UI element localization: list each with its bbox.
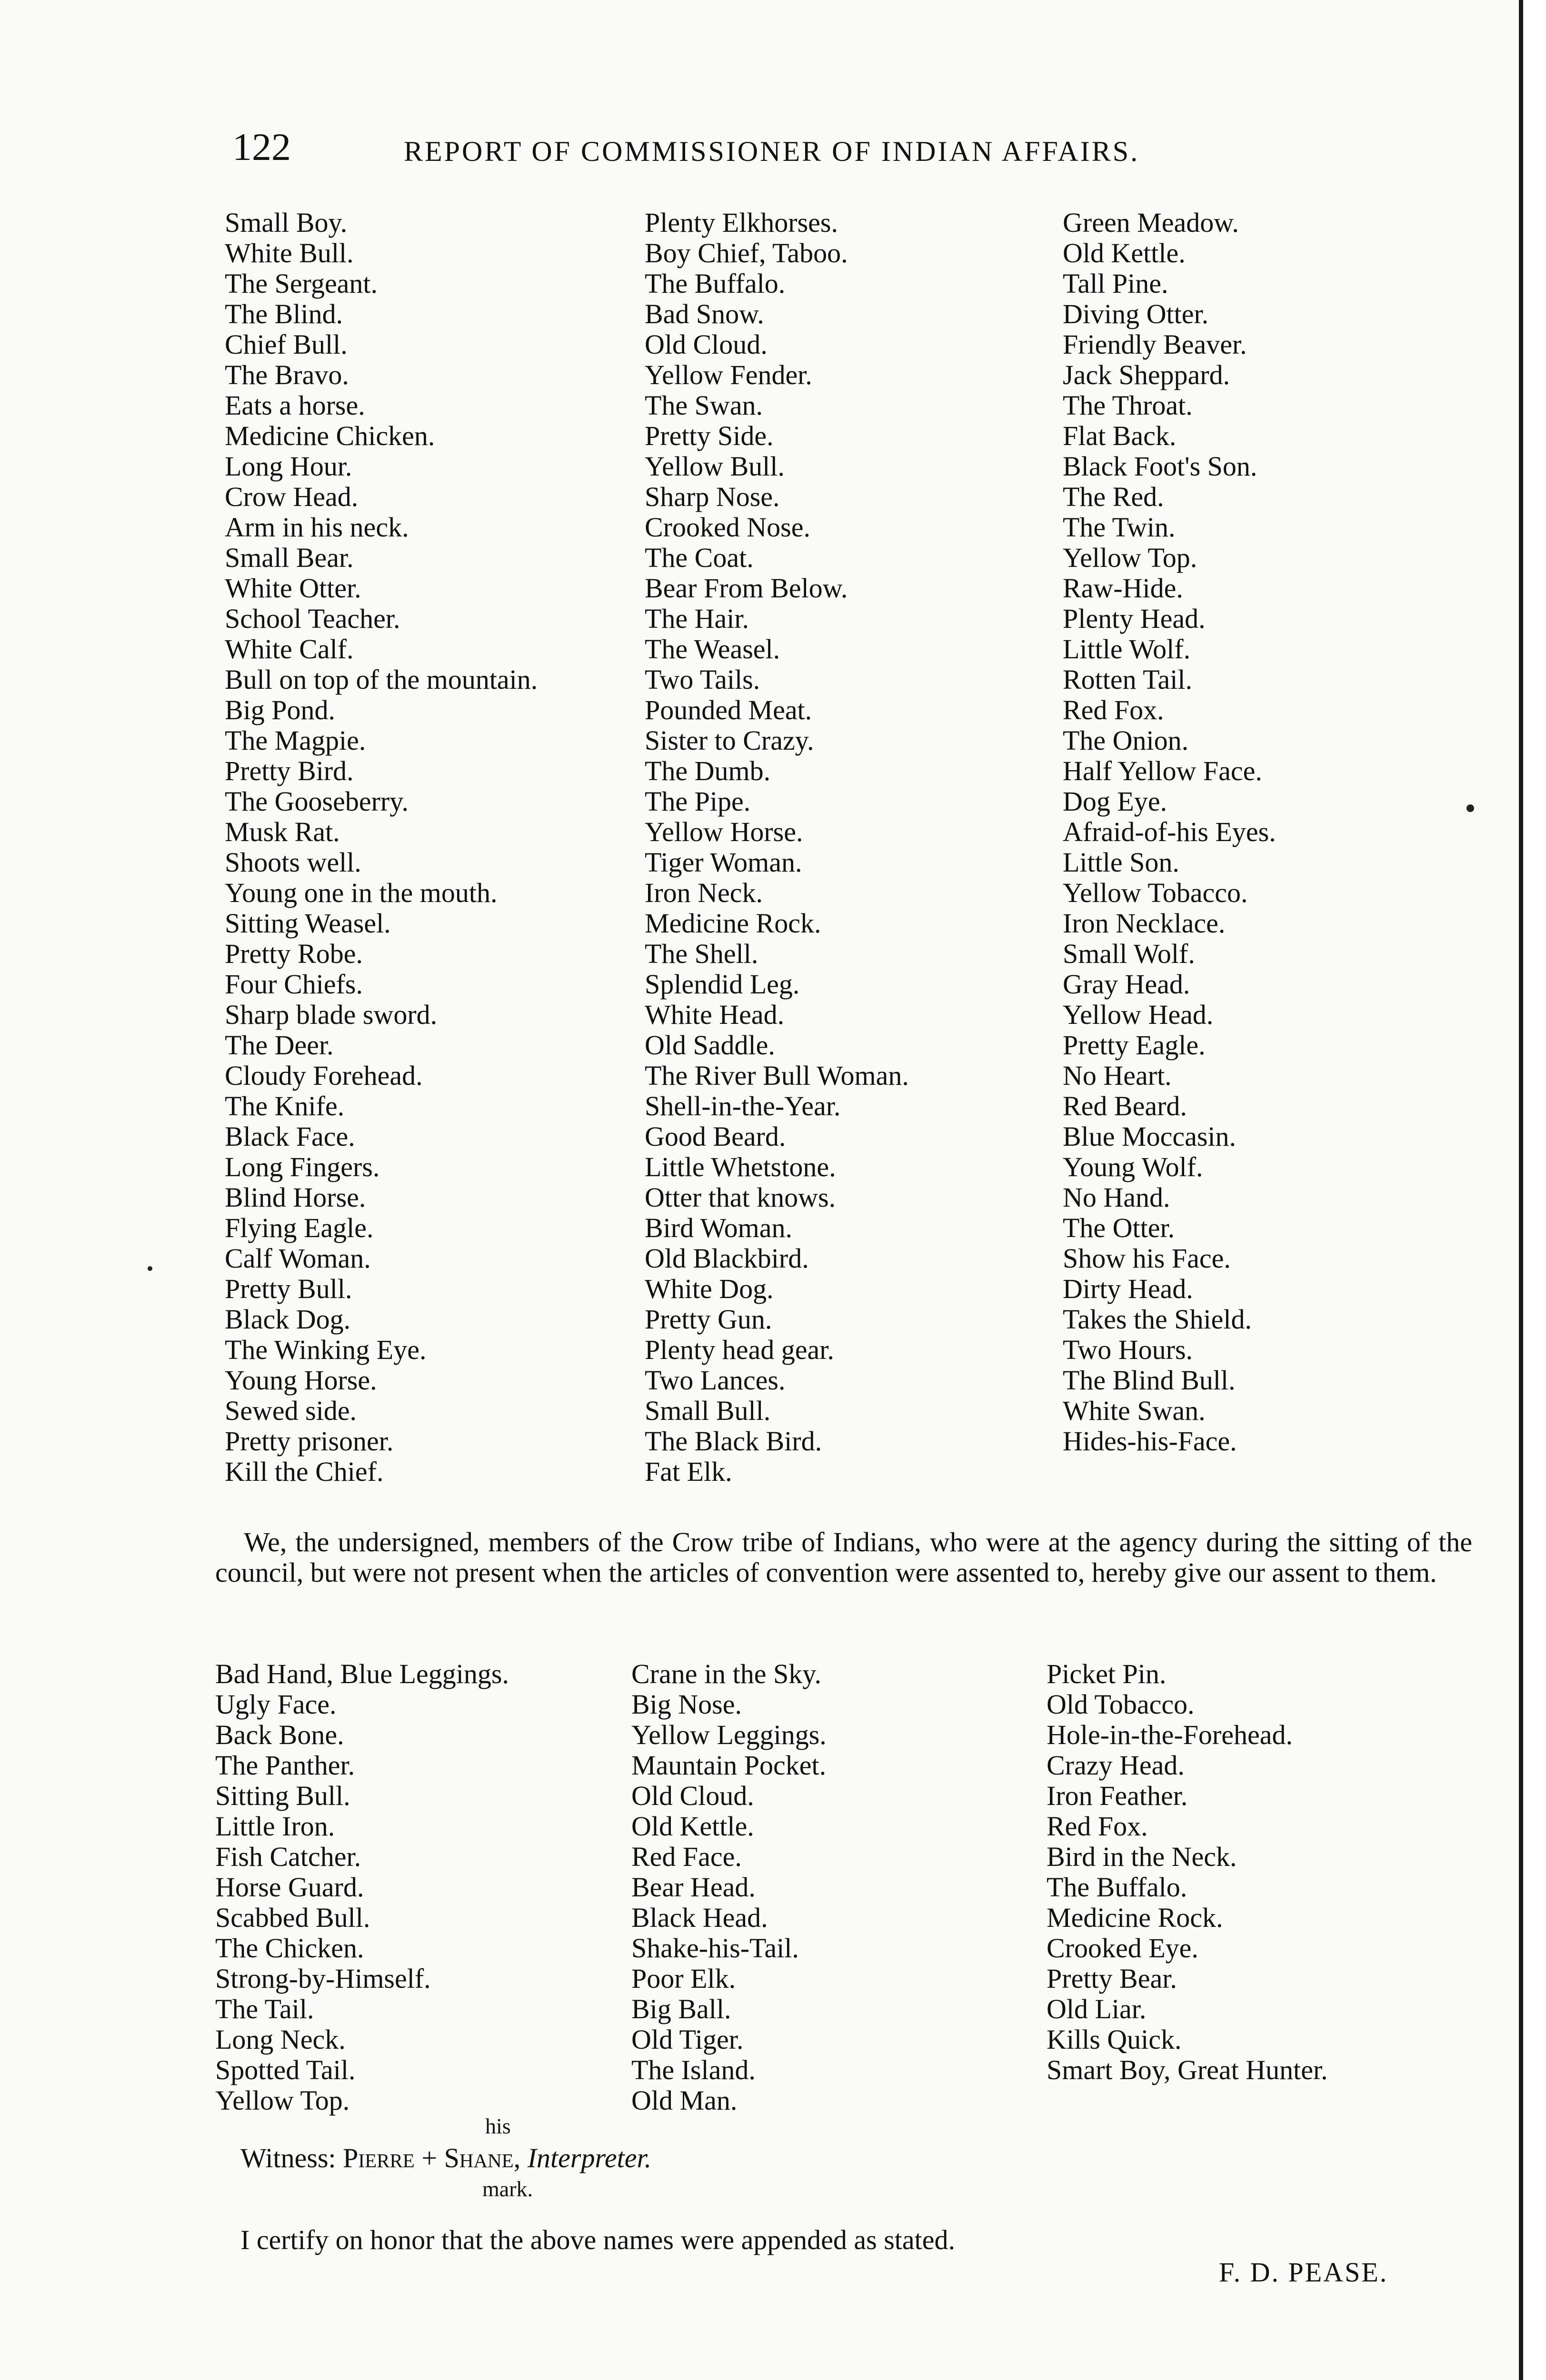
name-entry: The Coat. <box>645 542 754 573</box>
name-entry: Back Bone. <box>215 1719 344 1750</box>
witness-block <box>240 2113 955 2209</box>
name-entry: The Tail. <box>215 1993 314 2024</box>
name-entry: White Bull. <box>225 238 354 268</box>
name-entry: Cloudy Forehead. <box>225 1060 423 1091</box>
assent-name-column-2 <box>631 1659 827 2116</box>
name-entry: Old Cloud. <box>631 1780 754 1811</box>
name-entry: White Dog. <box>645 1273 774 1304</box>
name-entry: Flying Eagle. <box>225 1212 374 1243</box>
name-entry: Mauntain Pocket. <box>631 1750 827 1781</box>
name-entry: Red Beard. <box>1063 1091 1187 1121</box>
witness-last-name: Shane <box>444 2142 514 2173</box>
name-entry: Plenty Head. <box>1063 603 1206 634</box>
name-entry: Horse Guard. <box>215 1872 364 1903</box>
name-entry: Pretty Bird. <box>225 755 354 786</box>
name-entry: Half Yellow Face. <box>1063 755 1262 786</box>
name-entry: Pounded Meat. <box>645 694 812 725</box>
name-entry: Rotten Tail. <box>1063 664 1192 695</box>
name-entry: The Onion. <box>1063 725 1189 756</box>
name-entry: The Winking Eye. <box>225 1334 427 1365</box>
name-entry: Long Fingers. <box>225 1151 380 1182</box>
name-entry: Calf Woman. <box>225 1243 371 1274</box>
ink-speck <box>148 1266 152 1271</box>
name-entry: The Otter. <box>1063 1212 1175 1243</box>
name-entry: Two Hours. <box>1063 1334 1193 1365</box>
name-entry: White Calf. <box>225 634 354 664</box>
name-entry: Yellow Head. <box>1063 999 1214 1030</box>
name-entry: Tiger Woman. <box>645 847 802 878</box>
name-entry: Small Wolf. <box>1063 938 1195 969</box>
name-entry: Little Son. <box>1063 847 1179 878</box>
name-entry: Big Nose. <box>631 1689 742 1720</box>
name-entry: Yellow Fender. <box>645 359 812 390</box>
name-entry: Sharp Nose. <box>645 481 780 512</box>
name-entry: Plenty Elkhorses. <box>645 207 838 238</box>
witness-first-name: Pierre <box>343 2142 415 2173</box>
name-entry: Old Kettle. <box>1063 238 1186 268</box>
name-entry: The Panther. <box>215 1750 355 1781</box>
name-entry: Shake-his-Tail. <box>631 1933 799 1964</box>
name-entry: Ugly Face. <box>215 1689 337 1720</box>
name-entry: Two Tails. <box>645 664 760 695</box>
name-entry: Little Wolf. <box>1063 634 1191 664</box>
name-entry: Small Boy. <box>225 207 348 238</box>
name-entry: Scabbed Bull. <box>215 1902 370 1933</box>
name-entry: Fat Elk. <box>645 1456 732 1487</box>
name-entry: Two Lances. <box>645 1365 786 1396</box>
name-entry: Old Saddle. <box>645 1030 775 1061</box>
name-entry: Black Face. <box>225 1121 355 1152</box>
name-entry: The Weasel. <box>645 634 780 664</box>
name-entry: The Chicken. <box>215 1933 364 1964</box>
name-entry: Smart Boy, Great Hunter. <box>1047 2054 1328 2085</box>
name-entry: Pretty Eagle. <box>1063 1030 1206 1061</box>
name-entry: Big Pond. <box>225 694 336 725</box>
name-entry: Black Foot's Son. <box>1063 451 1257 482</box>
name-entry: Young Horse. <box>225 1365 377 1396</box>
assent-name-column-1 <box>215 1659 509 2116</box>
name-entry: Spotted Tail. <box>215 2054 356 2085</box>
name-entry: Crooked Nose. <box>645 512 810 543</box>
name-entry: Diving Otter. <box>1063 298 1209 329</box>
name-entry: Crazy Head. <box>1047 1750 1185 1781</box>
name-entry: Good Beard. <box>645 1121 786 1152</box>
witness-his: his <box>485 2114 511 2138</box>
name-entry: Pretty Gun. <box>645 1304 772 1335</box>
name-entry: White Head. <box>645 999 785 1030</box>
name-entry: The Sergeant. <box>225 268 378 299</box>
name-entry: The Hair. <box>645 603 749 634</box>
name-entry: Small Bull. <box>645 1395 771 1426</box>
name-entry: Red Fox. <box>1047 1811 1148 1842</box>
name-entry: Boy Chief, Taboo. <box>645 238 848 268</box>
name-entry: Big Ball. <box>631 1993 731 2024</box>
name-entry: The Blind. <box>225 298 343 329</box>
name-entry: White Swan. <box>1063 1395 1206 1426</box>
name-entry: Dog Eye. <box>1063 786 1167 817</box>
name-entry: Arm in his neck. <box>225 512 409 543</box>
signature: F. D. PEASE. <box>1219 2257 1388 2288</box>
name-entry: The Knife. <box>225 1091 345 1121</box>
name-entry: No Heart. <box>1063 1060 1172 1091</box>
name-entry: Bad Snow. <box>645 298 764 329</box>
name-entry: Iron Necklace. <box>1063 908 1226 939</box>
name-entry: Strong-by-Himself. <box>215 1963 431 1994</box>
name-entry: Pretty Robe. <box>225 938 363 969</box>
name-entry: Yellow Leggings. <box>631 1719 827 1750</box>
name-entry: Poor Elk. <box>631 1963 736 1994</box>
name-entry: Old Cloud. <box>645 329 768 360</box>
certification-text: I certify on honor that the above names were appended as stated. <box>240 2224 955 2255</box>
name-entry: Black Dog. <box>225 1304 351 1335</box>
name-entry: The Swan. <box>645 390 763 421</box>
name-entry: Black Head. <box>631 1902 768 1933</box>
name-entry: Dirty Head. <box>1063 1273 1193 1304</box>
name-entry: Bear Head. <box>631 1872 756 1903</box>
witness-line: Witness: Pierre + Shane, Interpreter. <box>240 2142 652 2173</box>
name-entry: Red Fox. <box>1063 694 1164 725</box>
name-entry: Iron Feather. <box>1047 1780 1188 1811</box>
name-entry: Splendid Leg. <box>645 969 800 1000</box>
name-entry: Pretty prisoner. <box>225 1426 394 1457</box>
name-entry: Medicine Rock. <box>645 908 821 939</box>
name-entry: Sitting Bull. <box>215 1780 350 1811</box>
name-entry: The Magpie. <box>225 725 366 756</box>
name-entry: Hole-in-the-Forehead. <box>1047 1719 1293 1750</box>
name-entry: Old Liar. <box>1047 1993 1147 2024</box>
name-entry: The Black Bird. <box>645 1426 822 1457</box>
name-entry: Yellow Horse. <box>645 816 803 847</box>
name-entry: Long Neck. <box>215 2024 346 2055</box>
name-entry: Bull on top of the mountain. <box>225 664 538 695</box>
name-entry: Flat Back. <box>1063 420 1177 451</box>
name-entry: The Buffalo. <box>645 268 786 299</box>
name-entry: The Buffalo. <box>1047 1872 1187 1903</box>
name-entry: Raw-Hide. <box>1063 573 1183 604</box>
name-entry: Friendly Beaver. <box>1063 329 1247 360</box>
name-entry: The Dumb. <box>645 755 771 786</box>
name-entry: Medicine Rock. <box>1047 1902 1223 1933</box>
name-entry: The Red. <box>1063 481 1164 512</box>
name-entry: Bear From Below. <box>645 573 848 604</box>
witness-title: Interpreter. <box>527 2142 652 2173</box>
name-entry: Crow Head. <box>225 481 359 512</box>
name-entry: Green Meadow. <box>1063 207 1239 238</box>
name-entry: Bad Hand, Blue Leggings. <box>215 1658 509 1689</box>
name-entry: Old Man. <box>631 2085 738 2116</box>
name-entry: Old Tobacco. <box>1047 1689 1195 1720</box>
witness-mark: mark. <box>482 2177 533 2201</box>
assent-name-column-3 <box>1047 1659 1328 2085</box>
name-entry: Shoots well. <box>225 847 361 878</box>
name-entry: Sitting Weasel. <box>225 908 391 939</box>
name-entry: Long Hour. <box>225 451 352 482</box>
name-entry: Little Iron. <box>215 1811 335 1842</box>
ink-speck <box>1466 804 1474 812</box>
name-entry: Medicine Chicken. <box>225 420 435 451</box>
assent-statement <box>215 1527 1472 1588</box>
name-entry: The Gooseberry. <box>225 786 409 817</box>
name-entry: Pretty Bear. <box>1047 1963 1177 1994</box>
name-entry: Musk Rat. <box>225 816 340 847</box>
name-entry: Red Face. <box>631 1841 742 1872</box>
name-entry: Jack Sheppard. <box>1063 359 1230 390</box>
name-entry: Sister to Crazy. <box>645 725 814 756</box>
running-head: REPORT OF COMMISSIONER OF INDIAN AFFAIRS. <box>404 136 1140 167</box>
name-column-1 <box>225 208 538 1487</box>
name-entry: Tall Pine. <box>1063 268 1168 299</box>
name-entry: School Teacher. <box>225 603 400 634</box>
name-entry: Yellow Bull. <box>645 451 785 482</box>
name-entry: The Throat. <box>1063 390 1193 421</box>
assent-statement-text: We, the undersigned, members of the Crow tribe of Indians, who were at the agency during the sitting of the council, but were not present when the articles of convention were assented to, hereby give our assent to them. <box>215 1527 1472 1588</box>
name-entry: Four Chiefs. <box>225 969 363 1000</box>
name-entry: Little Whetstone. <box>645 1151 836 1182</box>
name-entry: The Deer. <box>225 1030 334 1061</box>
name-entry: Blind Horse. <box>225 1182 366 1213</box>
name-entry: The Shell. <box>645 938 758 969</box>
name-entry: Iron Neck. <box>645 877 763 908</box>
name-entry: Shell-in-the-Year. <box>645 1091 841 1121</box>
name-entry: Picket Pin. <box>1047 1658 1167 1689</box>
name-entry: Old Tiger. <box>631 2024 744 2055</box>
name-entry: Chief Bull. <box>225 329 348 360</box>
name-entry: Sewed side. <box>225 1395 357 1426</box>
name-entry: Hides-his-Face. <box>1063 1426 1237 1457</box>
name-column-3 <box>1063 208 1276 1457</box>
name-entry: The Blind Bull. <box>1063 1365 1236 1396</box>
name-entry: Pretty Bull. <box>225 1273 352 1304</box>
name-entry: The Island. <box>631 2054 756 2085</box>
name-entry: The River Bull Woman. <box>645 1060 909 1091</box>
witness-label: Witness: <box>240 2142 336 2173</box>
name-column-2 <box>645 208 909 1487</box>
name-entry: Yellow Tobacco. <box>1063 877 1248 908</box>
name-entry: Plenty head gear. <box>645 1334 834 1365</box>
name-entry: Young one in the mouth. <box>225 877 498 908</box>
name-entry: No Hand. <box>1063 1182 1170 1213</box>
name-entry: Small Bear. <box>225 542 354 573</box>
name-entry: The Pipe. <box>645 786 751 817</box>
name-entry: Bird in the Neck. <box>1047 1841 1237 1872</box>
name-entry: Crooked Eye. <box>1047 1933 1198 1964</box>
name-entry: Kills Quick. <box>1047 2024 1182 2055</box>
name-entry: Fish Catcher. <box>215 1841 361 1872</box>
name-entry: Crane in the Sky. <box>631 1658 821 1689</box>
name-entry: Kill the Chief. <box>225 1456 384 1487</box>
name-entry: Young Wolf. <box>1063 1151 1203 1182</box>
name-entry: Sharp blade sword. <box>225 999 438 1030</box>
name-entry: The Twin. <box>1063 512 1176 543</box>
name-entry: Old Blackbird. <box>645 1243 809 1274</box>
page-header <box>232 125 1451 177</box>
name-entry: Bird Woman. <box>645 1212 793 1243</box>
witness-cross-mark: + <box>421 2142 438 2173</box>
name-entry: Yellow Top. <box>215 2085 350 2116</box>
name-entry: Otter that knows. <box>645 1182 836 1213</box>
name-entry: Blue Moccasin. <box>1063 1121 1237 1152</box>
name-entry: Gray Head. <box>1063 969 1190 1000</box>
name-entry: Takes the Shield. <box>1063 1304 1252 1335</box>
name-entry: White Otter. <box>225 573 361 604</box>
name-entry: Old Kettle. <box>631 1811 754 1842</box>
name-entry: Pretty Side. <box>645 420 774 451</box>
name-entry: Afraid-of-his Eyes. <box>1063 816 1276 847</box>
name-entry: Yellow Top. <box>1063 542 1197 573</box>
page-number: 122 <box>232 125 291 169</box>
name-entry: Eats a horse. <box>225 390 365 421</box>
name-entry: Show his Face. <box>1063 1243 1231 1274</box>
name-entry: The Bravo. <box>225 359 349 390</box>
